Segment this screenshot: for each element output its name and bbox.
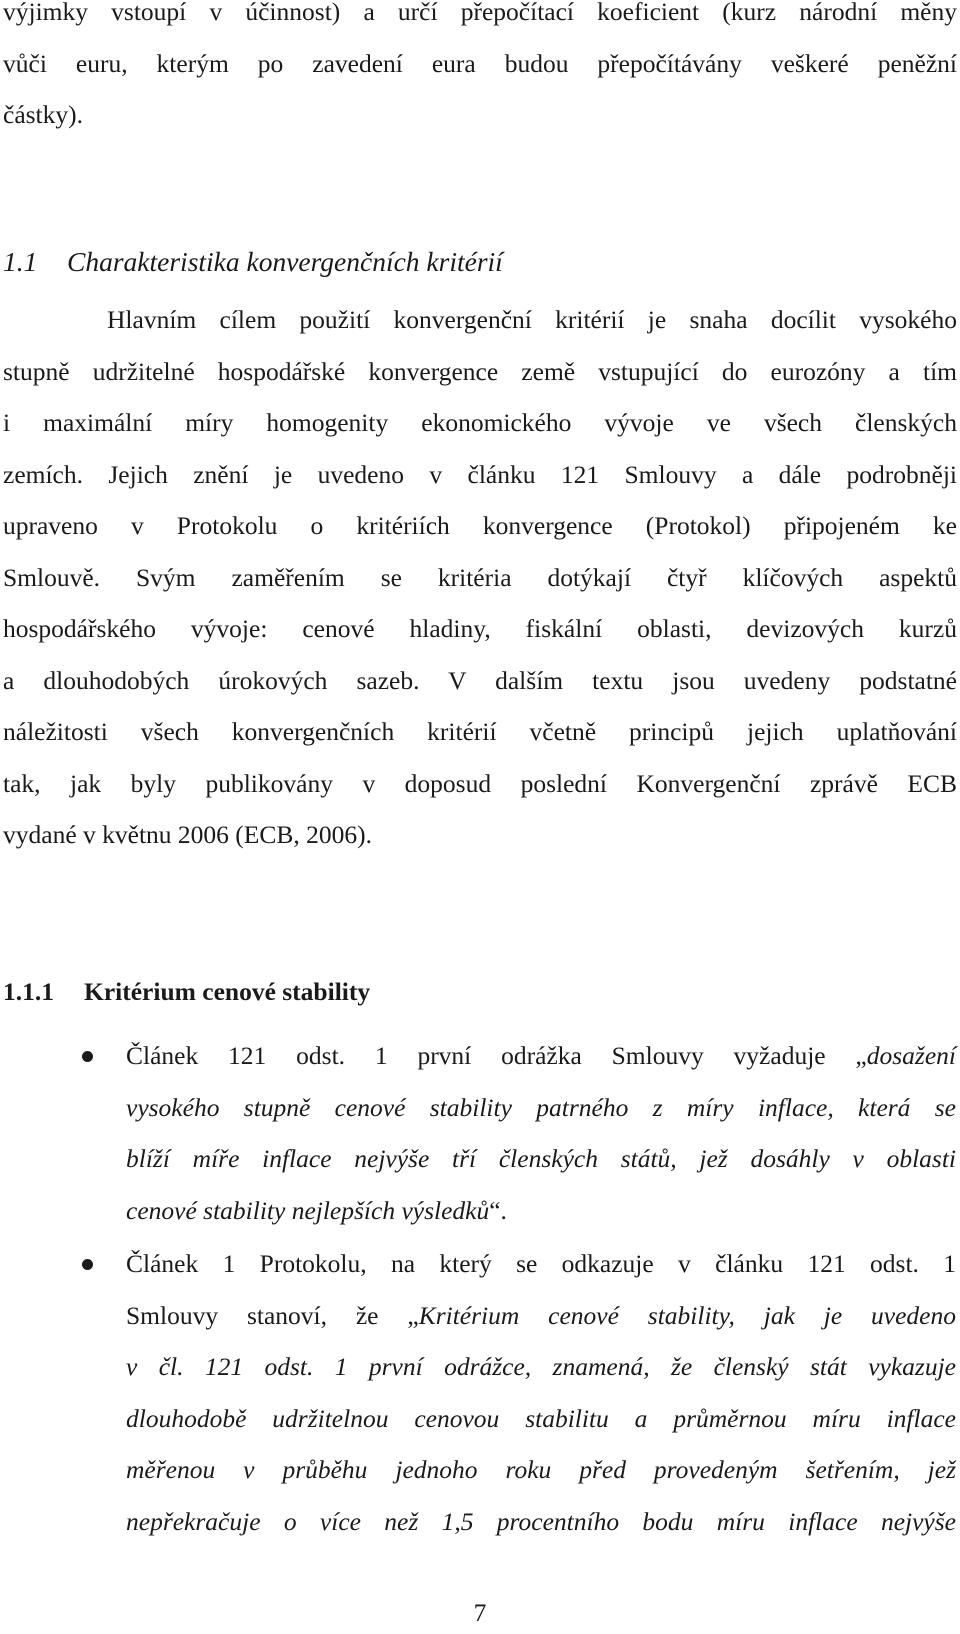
paragraph-line: vůči euru, kterým po zavedení eura budou přepočítávány veškeré peněžní xyxy=(3,48,957,78)
bullet-line xyxy=(126,1290,956,1342)
paragraph-line: zemích. Jejich znění je uvedeno v článku 121 Smlouvy a dále podrobněji xyxy=(3,459,957,489)
main-paragraph xyxy=(3,294,957,861)
paragraph-line: vydané v květnu 2006 (ECB, 2006). xyxy=(3,820,372,849)
bullet-text-plain: Článek 121 odst. 1 první odrážka Smlouvy vyžaduje „ xyxy=(126,1041,867,1070)
bullet-text-plain: Smlouvy stanoví, že „ xyxy=(126,1300,419,1330)
bullet-text-quote: nepřekračuje o více než 1,5 procentního bodu míru inflace nejvýše xyxy=(126,1506,956,1536)
bullet-line xyxy=(126,1030,956,1082)
bullet-text-quote: vysokého stupně cenové stability patrného z míry inflace, která se xyxy=(126,1092,956,1122)
paragraph-line: upraveno v Protokolu o kritériích konvergence (Protokol) připojeném ke xyxy=(3,511,957,540)
paragraph-line: a dlouhodobých úrokových sazeb. V dalším textu jsou uvedeny podstatné xyxy=(3,665,957,695)
bullet-marker xyxy=(82,1259,93,1270)
bullet-marker xyxy=(82,1051,93,1062)
bullet-line xyxy=(126,1185,956,1237)
paragraph-line: hospodářského vývoje: cenové hladiny, fiskální oblasti, devizových kurzů xyxy=(3,614,957,643)
section-number: 1.1 xyxy=(3,246,38,277)
paragraph-line: stupně udržitelné hospodářské konvergence země vstupující do eurozóny a tím xyxy=(3,356,957,386)
section-title: Charakteristika konvergenčních kritérií xyxy=(67,246,503,277)
subsection-number: 1.1.1 xyxy=(3,977,54,1006)
bullet-line: Článek 1 Protokolu, na který se odkazuje v článku 121 odst. 1 xyxy=(126,1249,956,1278)
section-heading xyxy=(3,236,957,288)
bullet-line xyxy=(126,1393,956,1445)
bullet-text-quote: dosažení xyxy=(866,1041,956,1070)
paragraph-line: Smlouvě. Svým zaměřením se kritéria dotýkají čtyř klíčových aspektů xyxy=(3,562,957,592)
subsection-heading xyxy=(3,966,370,1018)
bullet-text-quote: dlouhodobě udržitelnou cenovou stabilitu a průměrnou míru inflace xyxy=(126,1403,956,1433)
bullet-text xyxy=(126,1030,956,1236)
paragraph-line: Hlavním cílem použití konvergenční kritérií je snaha docílit vysokého xyxy=(107,305,957,334)
subsection-title: Kritérium cenové stability xyxy=(84,977,371,1006)
bullet-line xyxy=(126,1133,956,1185)
bullet-text-quote: cenové stability nejlepších výsledků xyxy=(126,1195,490,1225)
bullet-text xyxy=(126,1238,956,1547)
bullet-line xyxy=(126,1341,956,1393)
paragraph-line: výjimky vstoupí v účinnost) a určí přepočítací koeficient (kurz národní měny xyxy=(3,0,957,26)
bullet-text-quote: měřenou v průběhu jednoho roku před provedeným šetřením, jež xyxy=(126,1455,956,1484)
bullet-line xyxy=(126,1082,956,1134)
paragraph-line: tak, jak byly publikovány v doposud poslední Konvergenční zprávě ECB xyxy=(3,768,957,798)
bullet-line xyxy=(126,1496,956,1548)
bullet-text-quote: blíží míře inflace nejvýše tří členských států, jež dosáhly v oblasti xyxy=(126,1144,956,1173)
paragraph-line: i maximální míry homogenity ekonomického vývoje ve všech členských xyxy=(3,408,957,437)
paragraph-line: náležitosti všech konvergenčních kritérií včetně principů jejich uplatňování xyxy=(3,717,957,746)
page-number: 7 xyxy=(473,1598,487,1627)
bullet-text-quote: v čl. 121 odst. 1 první odrážce, znamená, že členský stát vykazuje xyxy=(126,1352,956,1381)
paragraph-line: částky). xyxy=(3,100,84,129)
bullet-text-plain: “. xyxy=(489,1195,507,1225)
bullet-text-quote: Kritérium cenové stability, jak je uvedeno xyxy=(418,1300,957,1330)
bullet-line xyxy=(126,1444,956,1496)
top-paragraph xyxy=(3,0,957,141)
